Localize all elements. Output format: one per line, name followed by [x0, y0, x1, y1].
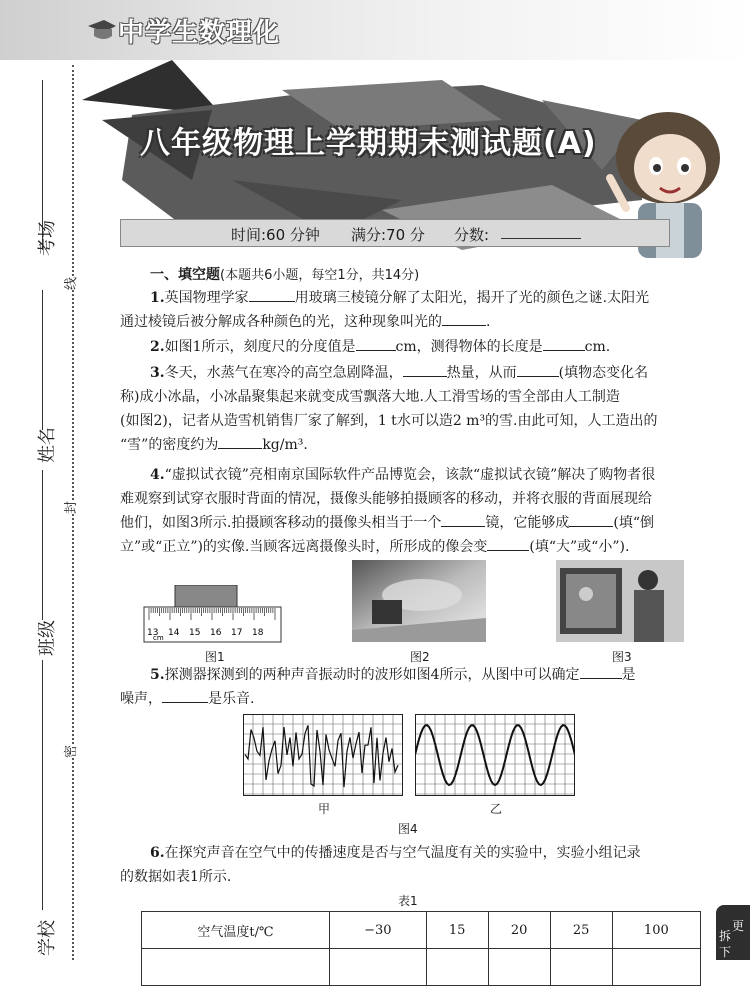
class-line [42, 470, 43, 620]
score-label: 分数: [454, 226, 490, 244]
table-cell [330, 949, 427, 986]
cut-line-mark: 线 [58, 277, 81, 290]
q4-blank-1[interactable] [441, 512, 485, 527]
figure-3-caption: 图3 [612, 650, 632, 664]
table-row [142, 912, 701, 949]
table-cell: 100 [612, 912, 700, 949]
figure-1-ruler [143, 585, 283, 645]
q1-blank-1[interactable] [249, 287, 295, 302]
ruler-tick-label: 14 [168, 628, 180, 638]
figure-4-music-waveform [415, 714, 575, 796]
table-cell [612, 949, 700, 986]
school-line [42, 660, 43, 910]
q4-blank-3[interactable] [487, 536, 529, 551]
figure-4-label-yi: 乙 [490, 802, 503, 816]
full-score-info: 满分:70 分 [351, 226, 425, 244]
ruler-tick-label: 17 [231, 628, 243, 638]
detach-side-tab[interactable] [716, 905, 750, 960]
table-cell [426, 949, 488, 986]
name-line [42, 290, 43, 430]
question-3: 3.冬天，水蒸气在寒冷的高空急剧降温， 热量，从而 (填物态变化名 称)成小冰晶，小冰晶聚集起来就变成雪飘落大地.人工滑雪场的雪全部由人工制造 (如图2)，记者从造雪机销售厂家了解到，1 t水可以造2 m³的雪.由此可知，人工造出的 “雪”的密度约为 kg/m³. [120, 361, 700, 457]
q2-blank-1[interactable] [356, 336, 396, 351]
table-1 [141, 911, 701, 986]
table-header-cell: 空气温度t/℃ [142, 912, 330, 949]
table-cell [488, 949, 550, 986]
side-tab-char-3: 下 [719, 945, 732, 959]
q1-blank-2[interactable] [442, 311, 486, 326]
exam-info-bar [120, 219, 670, 247]
figure-1-caption: 图1 [205, 650, 225, 664]
name-label: 姓名 [37, 427, 58, 463]
figure-2-caption: 图2 [410, 650, 430, 664]
section-heading: 一、填空题(本题共6小题，每空1分，共14分) [150, 267, 420, 283]
side-tab-char-1: 更 [732, 919, 745, 933]
q5-blank-1[interactable] [580, 664, 622, 679]
table-1-caption: 表1 [398, 894, 418, 908]
q3-blank-3[interactable] [218, 434, 262, 449]
question-2: 2.如图1所示，刻度尺的分度值是 cm，测得物体的长度是 cm. [120, 335, 700, 359]
table-cell: 25 [550, 912, 612, 949]
cut-secret-mark: 密 [58, 745, 81, 758]
ruler-tick-label: 16 [210, 628, 222, 638]
q3-blank-2[interactable] [517, 362, 559, 377]
table-cell: 15 [426, 912, 488, 949]
side-tab-char-2: 拆 [719, 929, 732, 943]
ruler-tick-label: 15 [189, 628, 201, 638]
q4-blank-2[interactable] [569, 512, 613, 527]
figure-3-virtual-mirror-photo [556, 560, 684, 642]
time-info: 时间:60 分钟 [231, 226, 320, 244]
table-row [142, 949, 701, 986]
brand-title: 中学生数理化 [118, 18, 281, 48]
school-label: 学校 [37, 920, 58, 956]
q3-blank-1[interactable] [403, 362, 447, 377]
measured-block [175, 585, 237, 607]
figure-2-snow-machine-photo [352, 560, 486, 642]
ruler-tick-label: 13 [147, 628, 159, 638]
graduation-cap-logo-icon [86, 12, 118, 44]
figure-4-label-jia: 甲 [318, 802, 331, 816]
question-4: 4.“虚拟试衣镜”亮相南京国际软件产品博览会，该款“虚拟试衣镜”解决了购物者很 难观察到试穿衣服时背面的情况，摄像头能够拍摄顾客的移动，并将衣服的背面展现给 他们，如图3所示.拍摄顾客移动的摄像头相当于一个 镜，它能够成 (填“倒 立”或“正立”)的实像.当顾客远离摄像头时，所形成的像会变 (填“大”或“小”). [120, 467, 656, 555]
section-note: (本题共6小题，每空1分，共14分) [220, 268, 420, 283]
figure-4-noise-waveform [243, 714, 403, 796]
score-blank[interactable] [501, 238, 581, 239]
figure-4-caption: 图4 [398, 822, 418, 836]
table-cell: −30 [330, 912, 427, 949]
ruler-unit: cm [153, 634, 164, 642]
question-6: 6.在探究声音在空气中的传播速度是否与空气温度有关的实验中，实验小组记录 的数据如表1所示. [120, 845, 641, 885]
table-cell [550, 949, 612, 986]
q5-blank-2[interactable] [162, 688, 208, 703]
question-1: 1.英国物理学家 用玻璃三棱镜分解了太阳光，揭开了光的颜色之谜.太阳光 通过棱镜后被分解成各种颜色的光，这种现象叫光的 . [120, 286, 700, 334]
top-banner [0, 0, 750, 60]
question-5: 5.探测器探测到的两种声音振动时的波形如图4所示，从图中可以确定 是 噪声， 是乐音. [120, 663, 700, 711]
cut-seal-mark: 封 [58, 501, 81, 514]
q2-blank-2[interactable] [543, 336, 585, 351]
class-label: 班级 [37, 620, 58, 656]
exam-room-label: 考场 [37, 220, 58, 256]
ruler-tick-label: 18 [252, 628, 264, 638]
table-cell: 20 [488, 912, 550, 949]
exam-title: 八年级物理上学期期末测试题(A) [140, 126, 597, 161]
table-cell [142, 949, 330, 986]
